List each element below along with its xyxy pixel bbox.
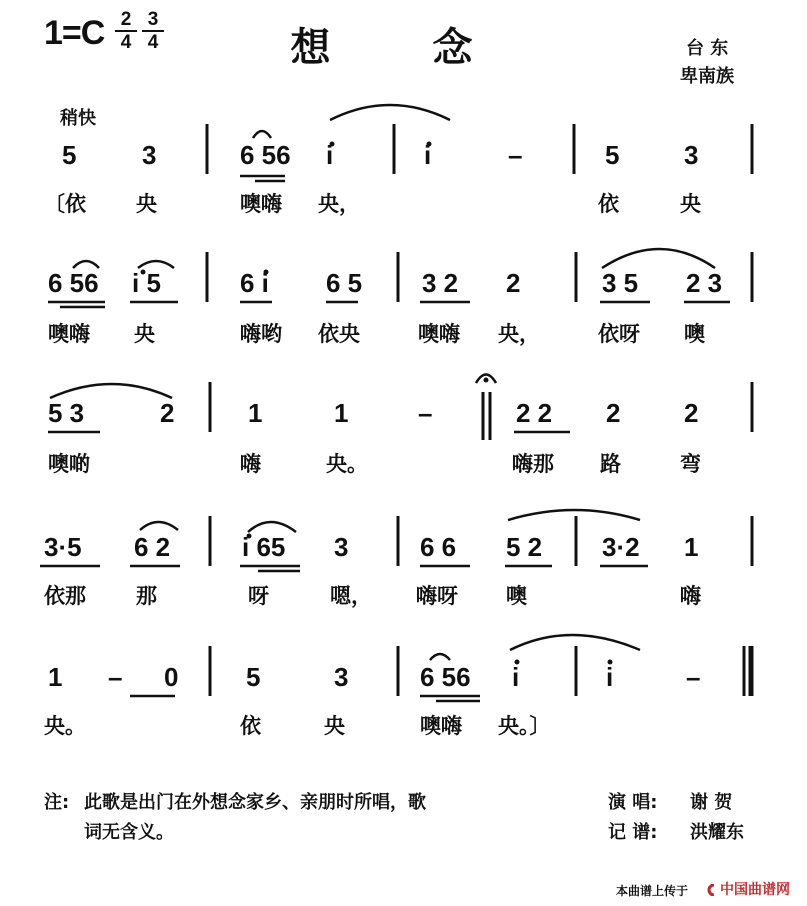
song-title: 想 念 bbox=[290, 24, 517, 71]
lyric: 央 bbox=[324, 713, 345, 738]
footnote-text-line2: 词无含义。 bbox=[84, 822, 174, 843]
note: – bbox=[686, 662, 701, 692]
lyric: 央 bbox=[134, 321, 155, 346]
lyric: 呀 bbox=[248, 583, 269, 608]
notation-label: 记 谱: bbox=[608, 822, 658, 843]
note: 1 bbox=[48, 662, 63, 692]
slur bbox=[138, 261, 174, 268]
note: 3·2 bbox=[602, 532, 640, 562]
time-sig-denominator: 4 bbox=[147, 32, 159, 53]
note: 2 2 bbox=[516, 398, 553, 428]
lyric: 嗨哟 bbox=[240, 321, 282, 346]
lyric: 噢嗨 bbox=[418, 321, 460, 346]
note: i bbox=[326, 140, 334, 170]
lyric: 噢嗨 bbox=[48, 321, 90, 346]
source-prefix: 本曲谱上传于 bbox=[616, 884, 689, 898]
site-logo-icon bbox=[706, 881, 716, 893]
note: – bbox=[108, 662, 123, 692]
note: 3 bbox=[142, 140, 157, 170]
note: – bbox=[508, 140, 523, 170]
lyric: 依央 bbox=[318, 321, 360, 346]
note: 6 6 bbox=[420, 532, 457, 562]
footnote-text-line1: 此歌是出门在外想念家乡、亲朋时所唱，歌 bbox=[84, 792, 426, 813]
note: i 5 bbox=[132, 268, 161, 298]
note: i 65 bbox=[242, 532, 286, 562]
slur bbox=[73, 261, 99, 268]
singer-label: 演 唱: bbox=[608, 792, 658, 813]
lyric: 嗨 bbox=[240, 451, 261, 476]
origin-ethnicity: 卑南族 bbox=[680, 66, 734, 87]
lyric: 依 bbox=[240, 713, 261, 738]
lyric: 依呀 bbox=[598, 321, 640, 346]
lyric: 央。〕 bbox=[498, 713, 551, 738]
note: 5 bbox=[605, 140, 620, 170]
note: i bbox=[512, 662, 520, 692]
note: 2 bbox=[160, 398, 175, 428]
note: 6 5 bbox=[326, 268, 363, 298]
lyric: 噢嗨 bbox=[240, 191, 282, 216]
lyric: 依那 bbox=[44, 583, 86, 608]
origin-region: 台 东 bbox=[686, 38, 729, 59]
lyric: 央。 bbox=[44, 713, 86, 738]
note: 3 5 bbox=[602, 268, 639, 298]
lyric: 〔依 bbox=[44, 191, 86, 216]
lyric: 央， bbox=[498, 321, 540, 346]
note: 5 bbox=[62, 140, 77, 170]
note: 6 56 bbox=[240, 140, 291, 170]
note: 2 bbox=[684, 398, 699, 428]
lyric: 央 bbox=[136, 191, 157, 216]
lyric: 噢嗨 bbox=[420, 713, 462, 738]
note: i bbox=[424, 140, 432, 170]
lyric: 弯 bbox=[680, 451, 701, 476]
footnote-label: 注: bbox=[44, 792, 70, 813]
slur bbox=[140, 522, 178, 530]
note: 1 bbox=[684, 532, 699, 562]
key-signature: 1=C bbox=[44, 14, 105, 52]
note: 2 bbox=[506, 268, 521, 298]
lyric: 央， bbox=[318, 191, 360, 216]
lyric: 央。 bbox=[326, 451, 368, 476]
note: 0 bbox=[164, 662, 179, 692]
note: 3·5 bbox=[44, 532, 82, 562]
slur bbox=[430, 654, 450, 660]
note: 6 56 bbox=[48, 268, 99, 298]
slur bbox=[253, 131, 271, 138]
lyric: 央 bbox=[680, 191, 701, 216]
note: 3 bbox=[334, 662, 349, 692]
slur bbox=[50, 384, 172, 398]
note: 6 2 bbox=[134, 532, 171, 562]
singer-name: 谢 贺 bbox=[690, 792, 733, 813]
fermata-dot bbox=[484, 378, 489, 383]
lyric: 噢 bbox=[506, 583, 527, 608]
note: 1 bbox=[334, 398, 349, 428]
time-sig-numerator: 2 bbox=[120, 9, 132, 30]
note: i bbox=[606, 662, 614, 692]
note: 3 bbox=[334, 532, 349, 562]
lyric: 那 bbox=[136, 583, 157, 608]
slur bbox=[602, 249, 715, 268]
note: 2 bbox=[606, 398, 621, 428]
note: 3 bbox=[684, 140, 699, 170]
lyric: 嗨呀 bbox=[416, 583, 458, 608]
slur bbox=[330, 105, 450, 120]
notation-name: 洪耀东 bbox=[690, 822, 744, 843]
note: – bbox=[418, 398, 433, 428]
note: 5 3 bbox=[48, 398, 85, 428]
slur bbox=[508, 510, 640, 520]
note: 1 bbox=[248, 398, 263, 428]
note: 5 bbox=[246, 662, 261, 692]
lyric: 路 bbox=[600, 451, 621, 476]
note: 6 56 bbox=[420, 662, 471, 692]
time-sig-numerator: 3 bbox=[147, 9, 159, 30]
site-name: 中国曲谱网 bbox=[720, 882, 790, 898]
note: 5 2 bbox=[506, 532, 543, 562]
lyric: 嗨那 bbox=[512, 451, 554, 476]
lyric: 噢啲 bbox=[48, 451, 90, 476]
tempo-marking: 稍快 bbox=[60, 108, 96, 129]
slur bbox=[248, 522, 296, 532]
note: 2 3 bbox=[686, 268, 723, 298]
time-sig-denominator: 4 bbox=[120, 32, 132, 53]
lyric: 嗯， bbox=[330, 583, 372, 608]
lyric: 噢 bbox=[684, 321, 705, 346]
note: 3 2 bbox=[422, 268, 459, 298]
lyric: 嗨 bbox=[680, 583, 701, 608]
lyric: 依 bbox=[598, 191, 619, 216]
note: 6 i bbox=[240, 268, 269, 298]
